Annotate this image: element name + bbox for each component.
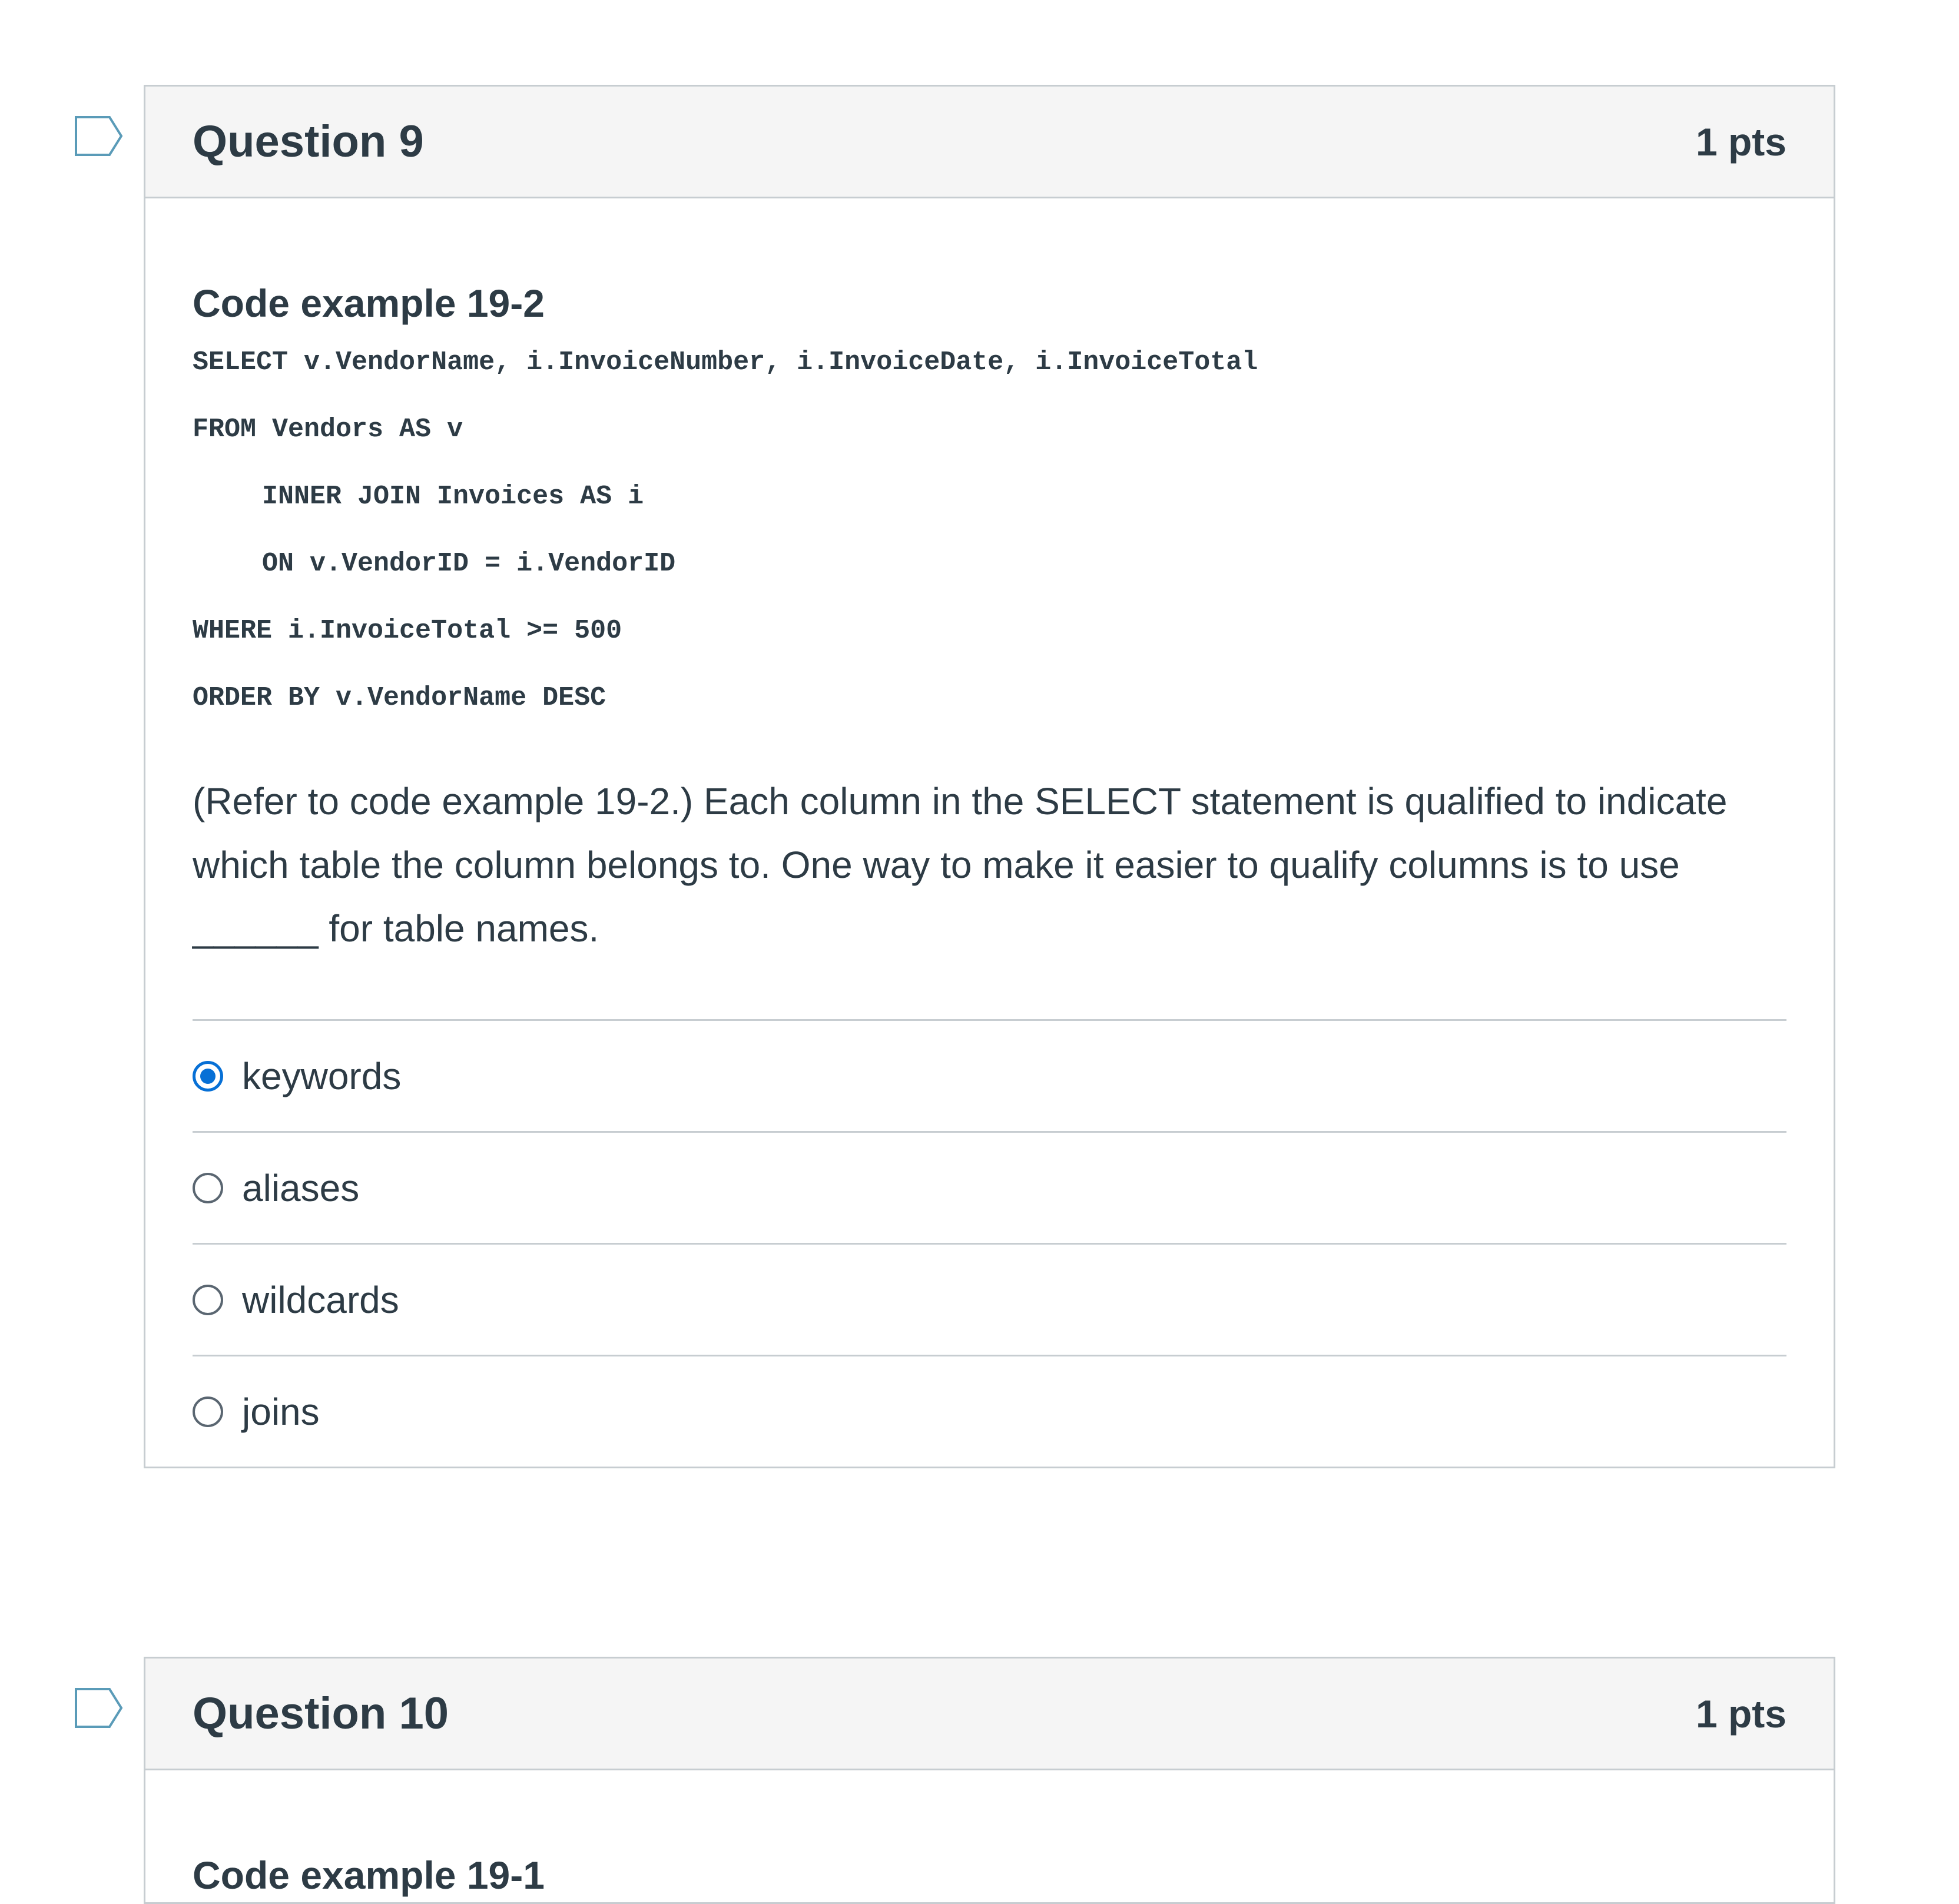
question-body [145,198,1834,1467]
code-line: SELECT v.VendorName, i.InvoiceNumber, i.InvoiceDate, i.InvoiceTotal [193,347,1258,377]
code-line: WHERE i.InvoiceTotal >= 500 [193,616,622,646]
code-line: ON v.VendorID = i.VendorID [262,549,676,579]
answer-label[interactable]: wildcards [242,1278,399,1321]
flag-icon[interactable] [74,1687,124,1729]
question-9 [144,85,1835,1468]
radio-button-selected[interactable] [193,1061,223,1092]
radio-button[interactable] [193,1397,223,1427]
question-header [145,87,1834,198]
answer-option-joins[interactable] [193,1355,1786,1467]
code-line: INNER JOIN Invoices AS i [262,482,644,512]
answer-label[interactable]: aliases [242,1166,360,1209]
question-body [145,1770,1834,1898]
answer-label[interactable]: joins [242,1390,320,1433]
answer-option-keywords[interactable] [193,1019,1786,1131]
question-title: Question 10 [193,1689,449,1739]
code-block [193,348,1786,751]
answer-option-wildcards[interactable] [193,1243,1786,1355]
question-10 [144,1657,1835,1904]
question-header [145,1658,1834,1770]
answer-option-aliases[interactable] [193,1131,1786,1243]
question-title: Question 9 [193,117,424,167]
question-points: 1 pts [1695,1691,1786,1736]
answer-list [193,1019,1786,1467]
flag-icon[interactable] [74,115,124,157]
code-example-title: Code example 19-2 [193,281,545,325]
code-line: ORDER BY v.VendorName DESC [193,683,606,713]
radio-button[interactable] [193,1173,223,1203]
question-text: (Refer to code example 19-2.) Each column in the SELECT statement is qualified to indicate which table the column belongs to. One way to make it easier to qualify columns is to use ______ for table names. [193,780,1728,950]
code-line: FROM Vendors AS v [193,414,463,445]
radio-button[interactable] [193,1285,223,1315]
question-points: 1 pts [1695,120,1786,164]
code-example-title: Code example 19-1 [193,1853,545,1897]
answer-label[interactable]: keywords [242,1054,402,1097]
